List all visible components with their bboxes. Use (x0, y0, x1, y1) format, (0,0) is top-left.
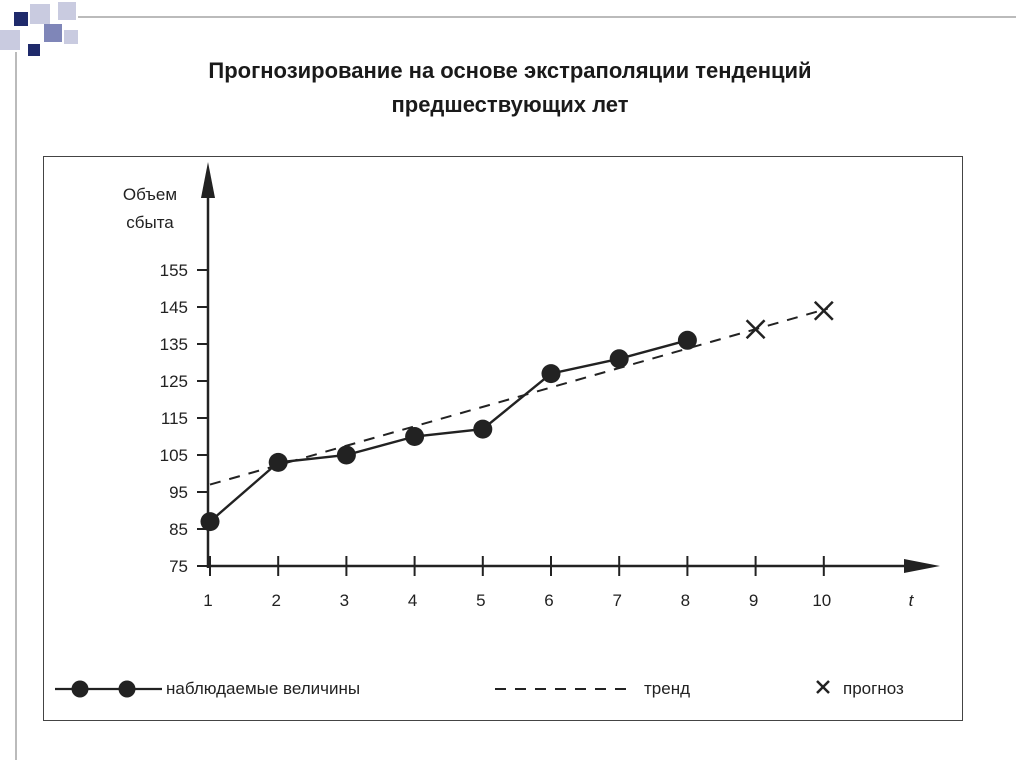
y-ticks (160, 261, 208, 576)
x-tick-label: 9 (748, 591, 759, 610)
chart-marks (201, 302, 833, 531)
x-tick-label: 10 (812, 591, 832, 610)
slide-title-line1: Прогнозирование на основе экстраполяции тенденций (208, 58, 812, 83)
y-tick-label: 115 (160, 409, 188, 428)
legend-observed-dot (119, 681, 136, 698)
observed-point (610, 349, 629, 368)
y-tick-label: 85 (169, 520, 188, 539)
x-axis-label: t (908, 591, 914, 610)
y-tick-label: 125 (159, 372, 188, 391)
x-tick-label: 1 (203, 591, 213, 610)
y-tick-label: 105 (159, 446, 188, 465)
x-axis-arrow (904, 559, 940, 573)
x-tick-label: 3 (339, 591, 350, 610)
legend-forecast-marker (817, 681, 829, 693)
legend-forecast-label: прогноз (843, 679, 904, 698)
observed-point (201, 512, 220, 531)
y-tick-label: 155 (159, 261, 188, 280)
observed-point (269, 453, 288, 472)
y-tick-label: 145 (159, 298, 188, 317)
y-axis-label-line1: Объем (122, 185, 178, 204)
forecast-marker (815, 302, 833, 320)
trend-line (210, 309, 828, 485)
observed-point (337, 446, 356, 465)
observed-point (678, 331, 697, 350)
legend-observed-dot (72, 681, 89, 698)
y-axis-arrow (201, 162, 215, 198)
slide-title-line2: предшествующих лет (391, 92, 629, 117)
x-tick-label: 8 (680, 591, 691, 610)
chart-axes (201, 162, 940, 573)
legend-trend-label: тренд (644, 679, 691, 698)
observed-point (473, 420, 492, 439)
y-tick-label: 135 (159, 335, 188, 354)
observed-point (405, 427, 424, 446)
x-tick-label: 6 (544, 591, 554, 610)
y-axis-label-line2: сбыта (126, 213, 174, 232)
legend-observed-label: наблюдаемые величины (166, 679, 361, 698)
observed-point (542, 364, 561, 383)
x-tick-label: 7 (612, 591, 622, 610)
y-tick-label: 75 (169, 557, 188, 576)
forecast-marker (747, 320, 765, 338)
y-tick-label: 95 (169, 483, 188, 502)
x-tick-label: 5 (476, 591, 486, 610)
chart-legend (55, 679, 904, 698)
x-tick-label: 2 (271, 591, 281, 610)
x-tick-label: 4 (407, 591, 418, 610)
x-ticks (203, 556, 831, 610)
